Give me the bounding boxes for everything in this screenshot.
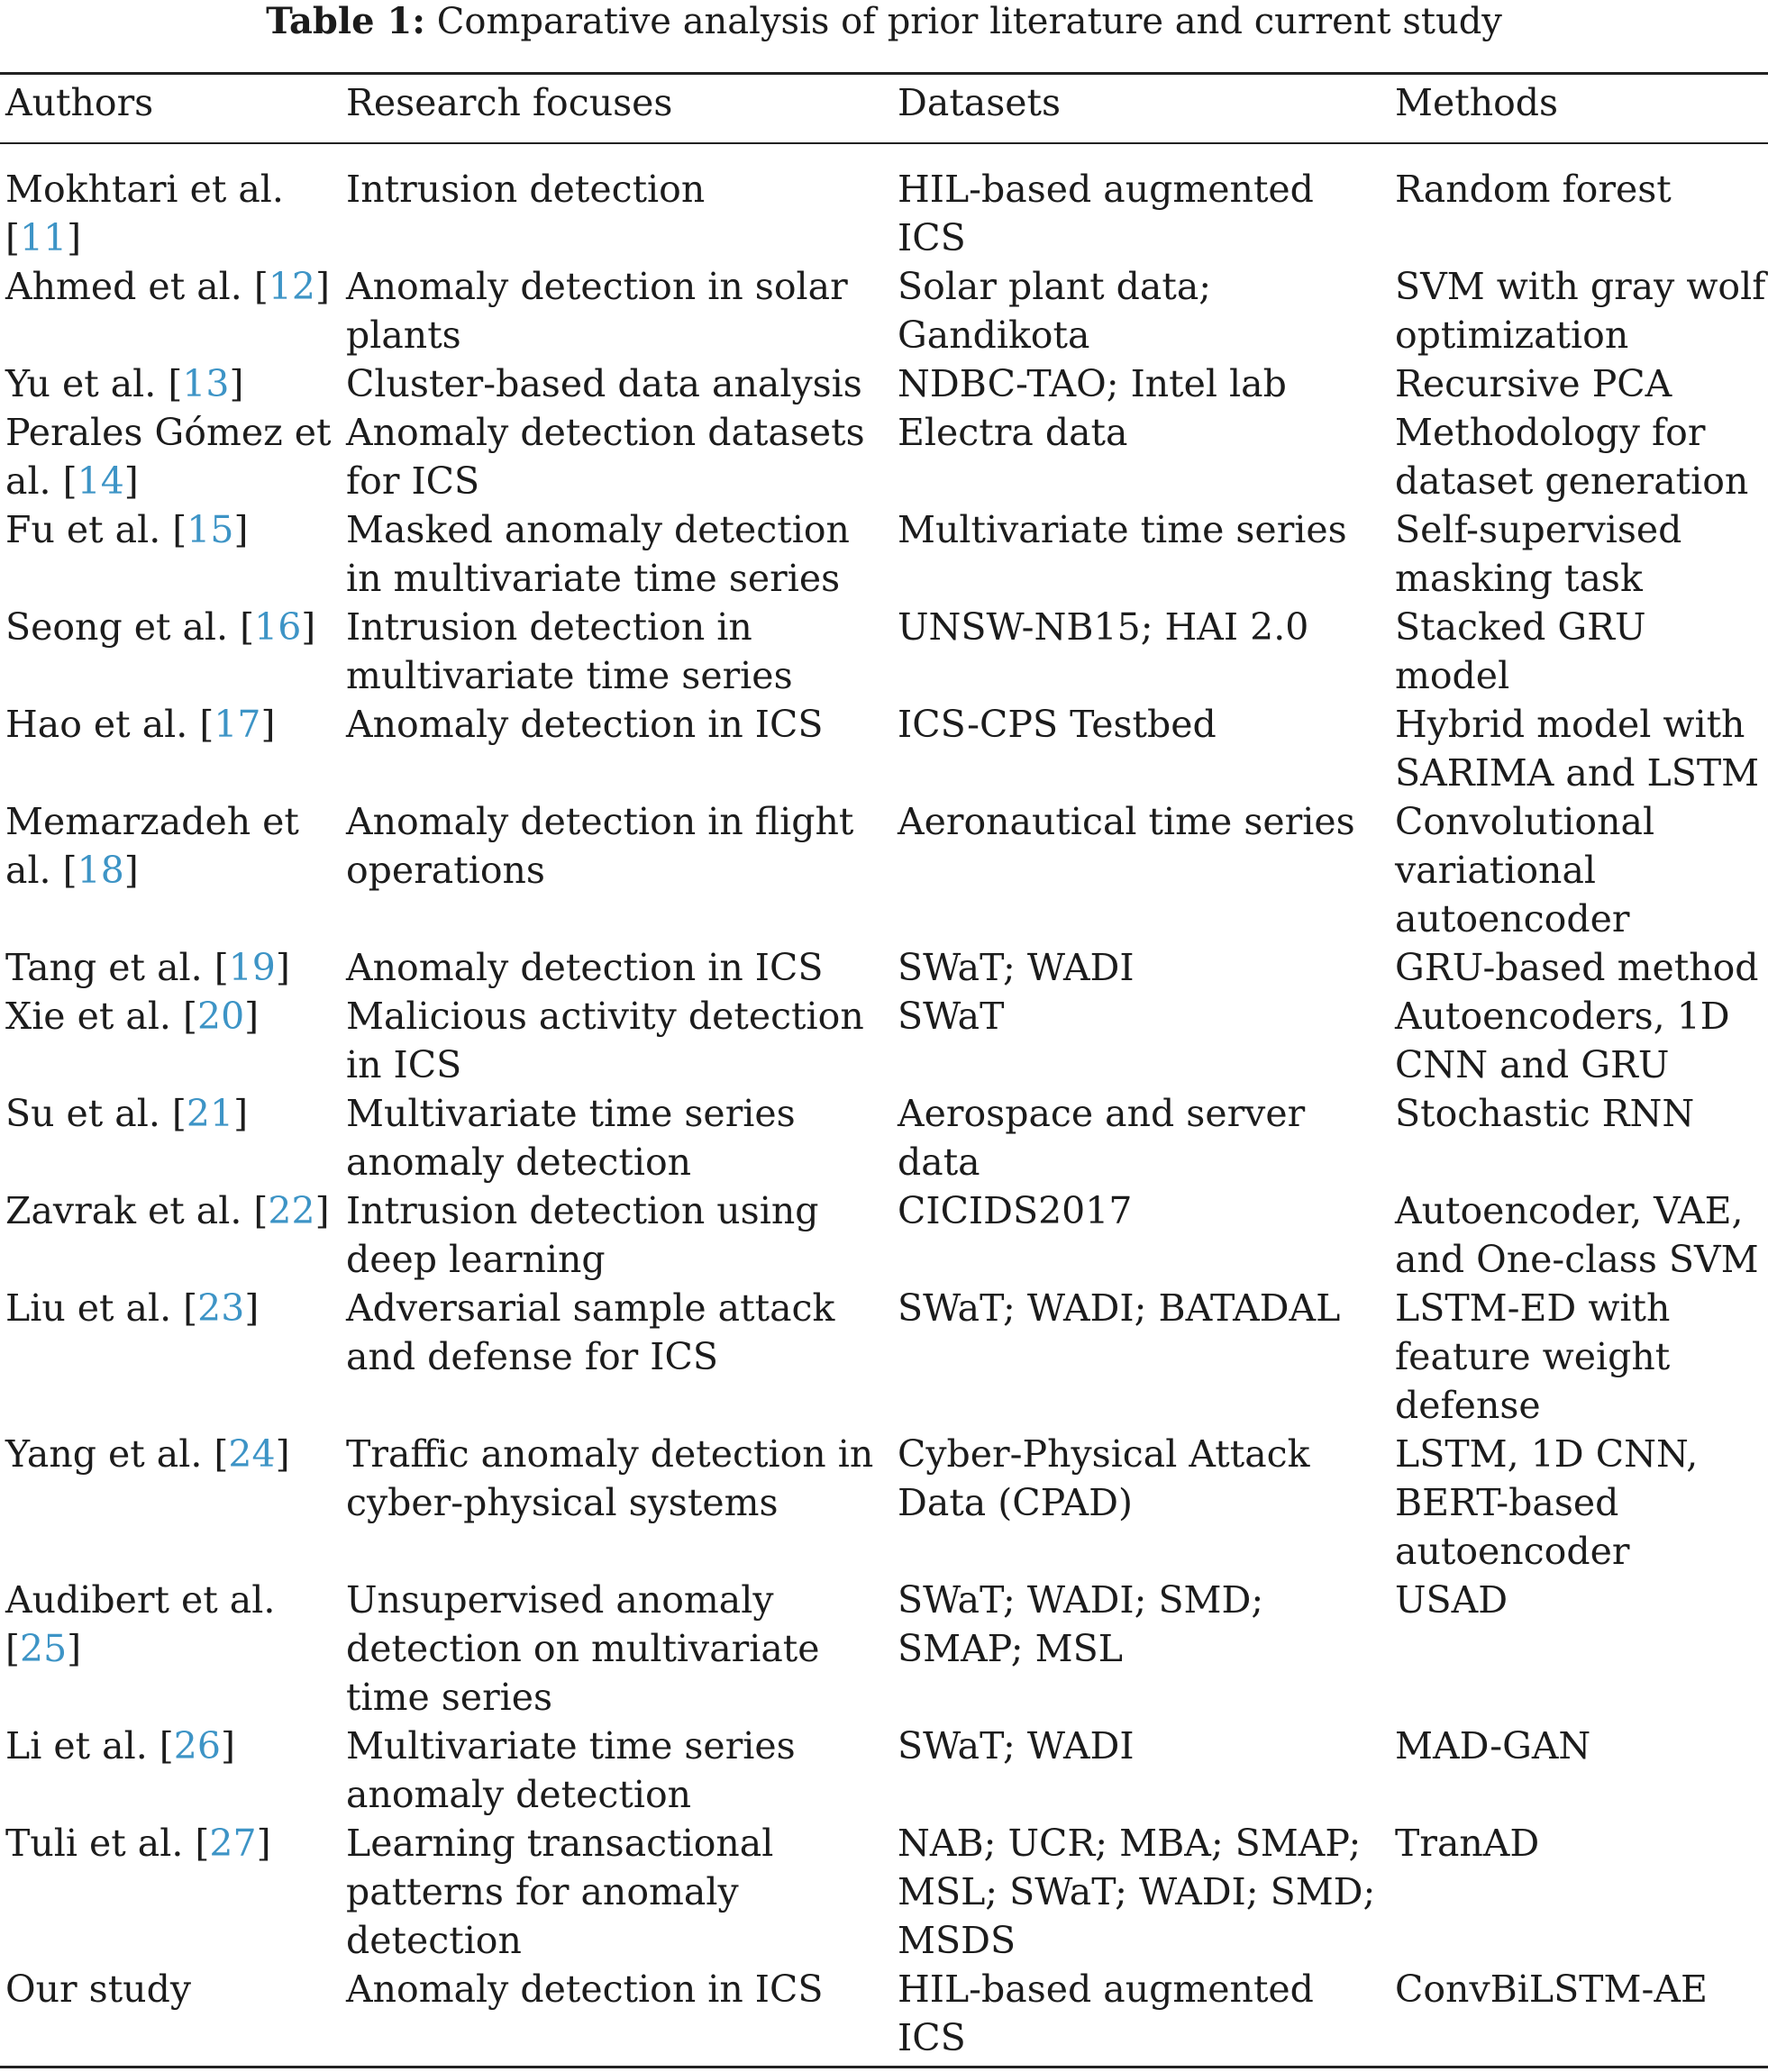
cell-datasets: SWaT; WADI; SMD; SMAP; MSL [898, 1578, 1264, 1670]
cell-research-focus: Cluster-based data analysis [346, 362, 862, 405]
cell-author: Tuli et al. [27] [5, 1822, 271, 1865]
table-row [0, 1819, 1768, 1965]
cell-datasets: Electra data [898, 411, 1128, 454]
author-name: Seong et al. [5, 605, 229, 649]
literature-table [0, 75, 1768, 2062]
author-name: Perales Gómez et al. [5, 411, 332, 503]
cell-methods: Self-supervised masking task [1395, 508, 1682, 600]
cell-author: Ahmed et al. [12] [5, 265, 330, 308]
author-name: Hao et al. [5, 703, 188, 746]
citation-link[interactable]: 12 [268, 265, 315, 308]
cell-datasets: CICIDS2017 [898, 1189, 1133, 1232]
cell-author: Fu et al. [15] [5, 508, 249, 551]
author-name: Fu et al. [5, 508, 161, 551]
citation-link[interactable]: 26 [173, 1724, 221, 1768]
header-authors: Authors [5, 81, 154, 124]
cell-research-focus: Masked anomaly detection in multivariate time series [346, 508, 850, 600]
author-name: Yang et al. [5, 1432, 203, 1476]
table-row [0, 1576, 1768, 1722]
cell-research-focus: Learning transactional patterns for anomaly detection [346, 1822, 774, 1962]
citation-link[interactable]: 23 [197, 1286, 245, 1330]
header-row [0, 75, 1768, 152]
citation-link[interactable]: 18 [77, 849, 124, 892]
citation-link[interactable]: 21 [186, 1092, 234, 1135]
cell-author: Yang et al. [24] [5, 1432, 290, 1476]
bottom-rule [0, 2066, 1768, 2068]
author-name: Tuli et al. [5, 1822, 184, 1865]
cell-author: Memarzadeh et al. [18] [5, 800, 299, 892]
cell-research-focus: Anomaly detection in ICS [346, 946, 824, 989]
cell-author: Liu et al. [23] [5, 1286, 260, 1330]
table-row [0, 992, 1768, 1089]
cell-author: Li et al. [26] [5, 1724, 235, 1768]
table-row [0, 700, 1768, 797]
cell-author: Audibert et al. [25] [5, 1578, 276, 1670]
cell-author [0, 1965, 341, 2062]
table-row [0, 1965, 1768, 2062]
cell-research-focus: Unsupervised anomaly detection on multivariate time series [346, 1578, 820, 1719]
table-row [0, 1089, 1768, 1186]
cell-research-focus: Anomaly detection in flight operations [346, 800, 854, 892]
table-row [0, 262, 1768, 359]
table-row [0, 505, 1768, 603]
author-name: Su et al. [5, 1092, 160, 1135]
citation-link[interactable]: 22 [268, 1189, 315, 1232]
header-datasets: Datasets [898, 81, 1062, 124]
author-name: Zavrak et al. [5, 1189, 242, 1232]
table-row [0, 603, 1768, 700]
cell-methods: TranAD [1395, 1822, 1540, 1865]
cell-research-focus: Multivariate time series anomaly detection [346, 1092, 796, 1184]
cell-datasets: Aerospace and server data [898, 1092, 1306, 1184]
cell-methods: Autoencoders, 1D CNN and GRU [1395, 995, 1730, 1086]
header-research-focuses: Research focuses [346, 81, 673, 124]
cell-methods: Convolutional variational autoencoder [1395, 800, 1655, 941]
author-name: Ahmed et al. [5, 265, 242, 308]
cell-research-focus: Anomaly detection in ICS [346, 703, 824, 746]
cell-author: Hao et al. [17] [5, 703, 276, 746]
cell-datasets: Solar plant data; Gandikota [898, 265, 1212, 357]
citation-link[interactable]: 15 [187, 508, 234, 551]
author-name: Liu et al. [5, 1286, 172, 1330]
cell-author: Tang et al. [19] [5, 946, 290, 989]
table-row [0, 1430, 1768, 1576]
cell-datasets: HIL-based augmented ICS [898, 1967, 1314, 2059]
cell-author: Perales Gómez et al. [14] [5, 411, 332, 503]
cell-datasets: Multivariate time series [898, 508, 1347, 551]
citation-link[interactable]: 17 [214, 703, 261, 746]
cell-research-focus: Traffic anomaly detection in cyber-physical systems [346, 1432, 874, 1524]
cell-datasets: SWaT; WADI; BATADAL [898, 1286, 1341, 1330]
cell-research-focus: Malicious activity detection in ICS [346, 995, 864, 1086]
cell-datasets: SWaT; WADI [898, 946, 1135, 989]
author-name: Memarzadeh et al. [5, 800, 299, 892]
cell-methods: Stacked GRU model [1395, 605, 1646, 697]
cell-methods: Random forest [1395, 168, 1672, 211]
table-row [0, 359, 1768, 408]
cell-research-focus: Anomaly detection in solar plants [346, 265, 848, 357]
cell-author: Xie et al. [20] [5, 995, 260, 1038]
author-name: Our study [5, 1967, 191, 2011]
cell-methods: GRU-based method [1395, 946, 1759, 989]
cell-author: Su et al. [21] [5, 1092, 249, 1135]
citation-link[interactable]: 25 [20, 1627, 68, 1670]
table-row [0, 797, 1768, 943]
cell-research-focus: Adversarial sample attack and defense for ICS [346, 1286, 835, 1378]
author-name: Mokhtari et al. [5, 168, 284, 211]
cell-datasets: NDBC-TAO; Intel lab [898, 362, 1287, 405]
citation-link[interactable]: 19 [228, 946, 276, 989]
citation-link[interactable]: 13 [182, 362, 230, 405]
cell-methods: Stochastic RNN [1395, 1092, 1695, 1135]
cell-research-focus: Intrusion detection [346, 168, 706, 211]
author-name: Li et al. [5, 1724, 148, 1768]
cell-datasets: UNSW-NB15; HAI 2.0 [898, 605, 1309, 649]
cell-methods: Methodology for dataset generation [1395, 411, 1749, 503]
table-row [0, 408, 1768, 505]
citation-link[interactable]: 14 [77, 459, 124, 503]
cell-methods: ConvBiLSTM-AE [1395, 1967, 1708, 2011]
cell-datasets: HIL-based augmented ICS [898, 168, 1314, 259]
cell-datasets: SWaT; WADI [898, 1724, 1135, 1768]
cell-research-focus: Multivariate time series anomaly detection [346, 1724, 796, 1816]
header-rule [0, 142, 1768, 144]
author-name: Tang et al. [5, 946, 203, 989]
cell-methods: SVM with gray wolf optimization [1395, 265, 1766, 357]
cell-methods: Hybrid model with SARIMA and LSTM [1395, 703, 1760, 795]
header-methods: Methods [1395, 81, 1559, 124]
author-name: Xie et al. [5, 995, 171, 1038]
cell-methods: Recursive PCA [1395, 362, 1672, 405]
author-name: Yu et al. [5, 362, 157, 405]
cell-methods: USAD [1395, 1578, 1508, 1622]
cell-datasets: Cyber-Physical Attack Data (CPAD) [898, 1432, 1310, 1524]
table-row [0, 1284, 1768, 1430]
cell-datasets: Aeronautical time series [898, 800, 1355, 843]
cell-author: Zavrak et al. [22] [5, 1189, 330, 1232]
caption-label: Table 1: [266, 0, 426, 42]
citation-link[interactable]: 11 [20, 216, 68, 259]
cell-research-focus: Intrusion detection in multivariate time series [346, 605, 793, 697]
table-body [0, 152, 1768, 2062]
cell-datasets: NAB; UCR; MBA; SMAP; MSL; SWaT; WADI; SMD; MSDS [898, 1822, 1376, 1962]
table-row [0, 152, 1768, 262]
table-caption [0, 0, 1768, 43]
cell-methods: MAD-GAN [1395, 1724, 1591, 1768]
table-row [0, 1186, 1768, 1284]
cell-methods: Autoencoder, VAE, and One-class SVM [1395, 1189, 1759, 1281]
table-row [0, 1722, 1768, 1819]
citation-link[interactable]: 16 [254, 605, 302, 649]
cell-author: Seong et al. [16] [5, 605, 316, 649]
cell-author: Mokhtari et al. [11] [5, 168, 284, 259]
cell-research-focus: Anomaly detection in ICS [346, 1967, 824, 2011]
author-name: Audibert et al. [5, 1578, 276, 1622]
cell-methods: LSTM-ED with feature weight defense [1395, 1286, 1671, 1427]
caption-text: Comparative analysis of prior literature and current study [436, 1, 1502, 42]
cell-datasets: ICS-CPS Testbed [898, 703, 1217, 746]
citation-link[interactable]: 20 [197, 995, 245, 1038]
cell-methods: LSTM, 1D CNN, BERT-based autoencoder [1395, 1432, 1699, 1573]
table-row [0, 943, 1768, 992]
citation-link[interactable]: 27 [209, 1822, 257, 1865]
cell-research-focus: Intrusion detection using deep learning [346, 1189, 819, 1281]
cell-datasets: SWaT [898, 995, 1005, 1038]
citation-link[interactable]: 24 [228, 1432, 276, 1476]
cell-research-focus: Anomaly detection datasets for ICS [346, 411, 865, 503]
cell-author: Yu et al. [13] [5, 362, 244, 405]
